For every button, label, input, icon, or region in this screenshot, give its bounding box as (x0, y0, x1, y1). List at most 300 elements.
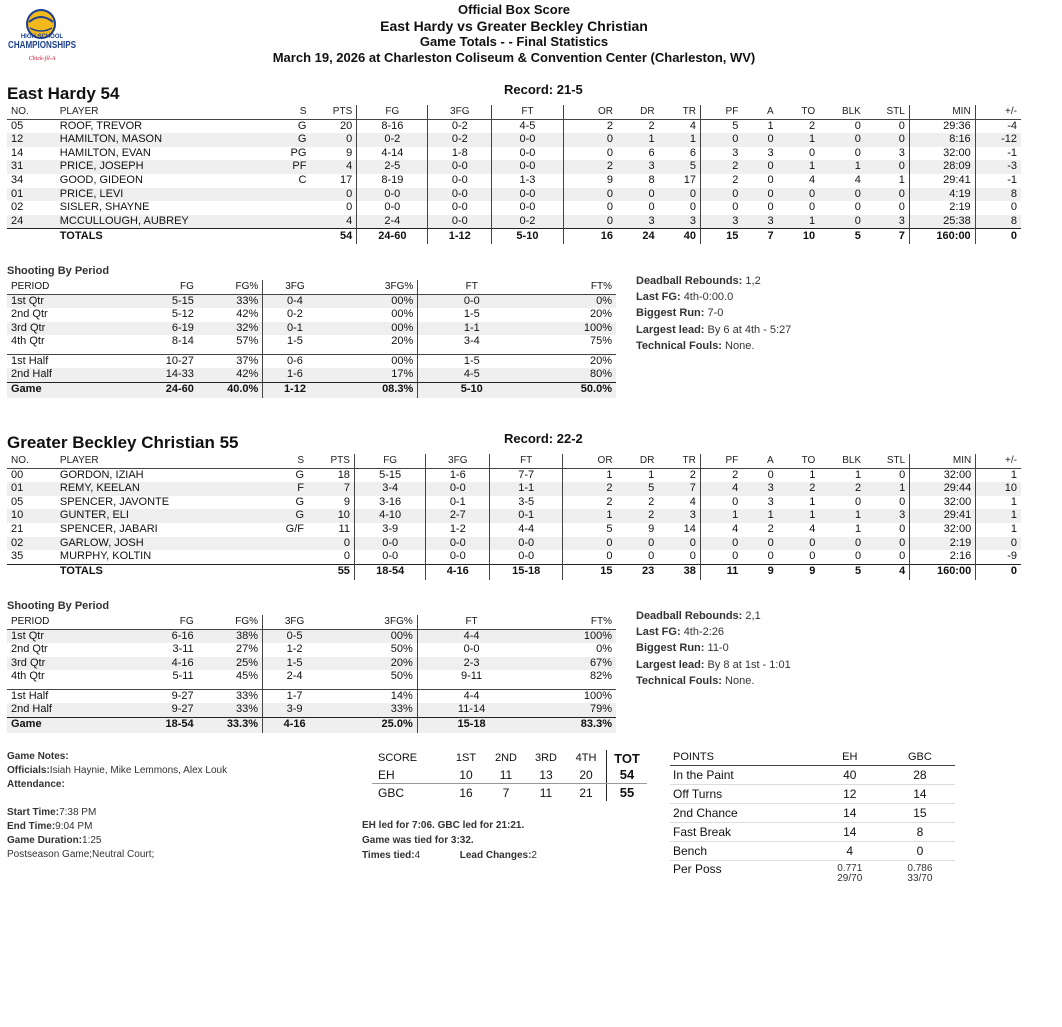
score-quarter: 21 (579, 785, 593, 800)
player-to: 1 (778, 509, 820, 523)
gbc-game-info (636, 608, 791, 689)
points-header: GBC (885, 749, 955, 766)
player-to: 1 (778, 160, 820, 174)
col-header-tr: TR (659, 105, 701, 119)
player-min: 29:41 (909, 174, 975, 188)
half-ftp: 100% (525, 689, 616, 703)
period-ftp: 100% (525, 629, 616, 643)
score-total: 54 (607, 766, 648, 784)
col-header-tr: TR (658, 454, 700, 468)
per-col-fg: FG (99, 615, 198, 629)
game-ft: 5-10 (418, 382, 526, 398)
gbc-record: Record: 22-2 (504, 431, 583, 446)
player-stl: 0 (865, 550, 910, 564)
totals-dr: 24 (617, 229, 659, 245)
player-pm: 1 (976, 509, 1021, 523)
col-header-stl: STL (865, 105, 909, 119)
totals-row (7, 229, 1021, 245)
player-pts: 9 (310, 147, 356, 161)
half-fgp: 37% (198, 354, 263, 368)
half-fg3p: 33% (326, 703, 417, 717)
game-fg3: 4-16 (263, 717, 327, 733)
player-min: 2:19 (909, 201, 975, 215)
player-stl: 0 (865, 537, 910, 551)
player-ft: 7-7 (490, 468, 563, 482)
totals-pm: 0 (976, 564, 1021, 580)
player-s (267, 215, 311, 229)
col-header-or: OR (563, 105, 617, 119)
per-col-fg3p: 3FG% (326, 615, 417, 629)
player-fg: 0-0 (357, 188, 428, 202)
totals-or: 16 (563, 229, 617, 245)
period-row (7, 308, 616, 322)
player-ft: 0-0 (492, 188, 564, 202)
eh-box-score-table (7, 105, 1021, 244)
info-label: Biggest Run: (636, 307, 705, 320)
score-quarter: 20 (566, 766, 607, 784)
report-title: Official Box Score (458, 2, 570, 17)
half-fgp: 42% (198, 368, 263, 382)
gbc-team-title: Greater Beckley Christian 55 (7, 433, 239, 452)
player-blk: 0 (854, 119, 861, 132)
points-header: EH (815, 749, 885, 766)
totals-to: 9 (778, 564, 820, 580)
player-pts: 0 (310, 133, 356, 147)
score-header: TOT (607, 750, 648, 766)
col-header-fg3: 3FG (426, 454, 490, 468)
player-ft: 0-1 (490, 509, 563, 523)
points-eh: 4 (815, 842, 885, 861)
player-dr: 6 (648, 146, 655, 159)
eh-game-info (636, 273, 791, 354)
player-to: 1 (778, 133, 820, 147)
half-row (7, 689, 616, 703)
period-ftp: 0% (525, 294, 616, 308)
score-header: SCORE (378, 752, 418, 764)
player-min: 29:36 (909, 119, 975, 133)
col-header-s: S (267, 105, 311, 119)
player-player: GOOD, GIDEON (59, 173, 143, 186)
player-a: 3 (767, 146, 774, 159)
period-ft: 2-3 (417, 657, 525, 671)
totals-stl: 4 (865, 564, 910, 580)
player-pf: 2 (732, 173, 739, 186)
report-header (0, 2, 1028, 66)
info-lead (636, 657, 791, 673)
col-header-ft: FT (490, 454, 563, 468)
half-row (7, 354, 616, 368)
svg-text:HIGH SCHOOL: HIGH SCHOOL (20, 34, 64, 40)
player-pm: 0 (976, 537, 1021, 551)
player-or: 0 (563, 215, 617, 229)
player-fg: 3-4 (354, 482, 425, 496)
period-ftp: 82% (589, 670, 612, 682)
half-fg3p: 14% (326, 689, 417, 703)
half-fgp: 33% (198, 703, 263, 717)
player-to: 0 (778, 188, 820, 202)
start-time: 7:38 PM (59, 807, 97, 818)
player-stl: 3 (865, 509, 910, 523)
player-or: 2 (563, 160, 617, 174)
player-dr: 8 (648, 173, 655, 186)
period-fg3p: 50% (326, 670, 417, 684)
score-quarter: 16 (459, 785, 473, 800)
half-fg3: 0-6 (263, 354, 327, 368)
player-min: 32:00 (910, 496, 976, 510)
col-header-pm: +/- (975, 105, 1021, 119)
player-ft: 0-0 (492, 147, 564, 161)
player-player: MURPHY, KOLTIN (59, 550, 152, 563)
player-no: 01 (7, 482, 56, 496)
player-no: 24 (7, 215, 56, 229)
game-duration: 1:25 (82, 835, 102, 846)
per-poss-value: 0.771 (837, 863, 863, 874)
player-a: 3 (742, 215, 777, 229)
player-a: 0 (767, 550, 774, 563)
points-gbc: 15 (885, 804, 955, 823)
info-label: Technical Fouls: (636, 674, 722, 687)
totals-or: 15 (563, 564, 617, 580)
player-tr: 5 (659, 160, 701, 174)
period-period: 2nd Qtr (11, 308, 48, 320)
player-a: 0 (767, 468, 774, 481)
game-fg3: 1-12 (263, 382, 327, 398)
player-or: 2 (606, 119, 613, 132)
col-header-fg: FG (357, 105, 428, 119)
totals-blk: 5 (819, 564, 865, 580)
player-a: 0 (742, 537, 777, 551)
period-row (7, 294, 616, 308)
player-a: 0 (742, 133, 777, 147)
game-fgp: 33.3% (198, 717, 263, 733)
points-label: Off Turns (670, 785, 815, 804)
half-ft: 4-4 (417, 689, 525, 703)
player-fg3: 0-2 (428, 119, 492, 133)
player-pm: 8 (975, 215, 1021, 229)
player-to: 1 (809, 495, 816, 508)
points-row (670, 804, 955, 823)
player-fg3: 0-0 (428, 160, 492, 174)
player-ft: 0-0 (492, 160, 564, 174)
player-pm: 1 (1010, 495, 1017, 508)
player-no: 34 (11, 173, 24, 186)
col-header-dr: DR (617, 454, 659, 468)
period-fg: 4-16 (99, 657, 198, 671)
player-fg3: 0-0 (426, 537, 490, 551)
points-gbc: 28 (885, 766, 955, 785)
player-dr: 5 (617, 482, 659, 496)
period-fg3p: 00% (326, 629, 417, 643)
player-s: G (267, 133, 311, 147)
totals-blk: 5 (819, 229, 865, 245)
player-no: 01 (7, 188, 56, 202)
points-header: POINTS (670, 749, 815, 766)
matchup-title: East Hardy vs Greater Beckley Christian (380, 18, 648, 34)
player-dr: 2 (617, 509, 659, 523)
player-s: G (295, 495, 305, 508)
game-lead-summary: EH led for 7:06. GBC led for 21:21. Game was tied for 3:32. Times tied:4 Lead Changes:2 (362, 820, 537, 861)
player-pf: 4 (700, 482, 742, 496)
per-col-fgp: FG% (198, 280, 263, 294)
player-fg: 8-16 (357, 119, 428, 133)
player-to: 4 (809, 173, 816, 186)
player-to: 0 (809, 146, 816, 159)
period-ftp: 67% (525, 657, 616, 671)
totals-player: TOTALS (56, 564, 264, 580)
period-row (7, 670, 616, 684)
player-fg3: 0-2 (428, 133, 492, 147)
info-value: 4th-2:26 (683, 626, 725, 639)
player-blk: 0 (819, 188, 865, 202)
eh-record: Record: 21-5 (504, 82, 583, 97)
period-fg3p: 20% (326, 657, 417, 671)
info-label: Deadball Rebounds: (636, 610, 743, 622)
gbc-box-score-table (7, 454, 1021, 580)
half-fg3: 1-6 (263, 368, 327, 382)
player-to: 2 (778, 482, 820, 496)
period-fgp: 57% (198, 335, 263, 349)
player-pf: 0 (701, 188, 743, 202)
per-poss-gbc (885, 861, 955, 888)
info-value: None. (725, 674, 755, 687)
player-blk: 0 (855, 495, 862, 508)
player-player: MCCULLOUGH, AUBREY (56, 215, 267, 229)
col-header-pm: +/- (976, 454, 1021, 468)
player-player: GARLOW, JOSH (56, 537, 264, 551)
period-fgp: 42% (198, 308, 263, 322)
period-fg3: 0-5 (263, 629, 327, 643)
period-fgp: 38% (198, 629, 263, 643)
player-dr: 2 (648, 119, 655, 132)
player-a: 3 (767, 495, 774, 508)
per-poss-eh (815, 861, 885, 888)
period-period: 4th Qtr (11, 335, 45, 347)
player-pm: -9 (1007, 550, 1017, 563)
player-tr: 14 (658, 523, 700, 537)
player-tr: 0 (658, 537, 700, 551)
player-to: 0 (809, 550, 816, 563)
col-header-a: A (742, 454, 777, 468)
half-row (7, 368, 616, 382)
period-fg3: 2-4 (286, 670, 303, 682)
player-row (7, 509, 1021, 523)
player-or: 1 (563, 509, 617, 523)
player-fg: 0-0 (354, 537, 425, 551)
score-quarter: 11 (539, 785, 553, 800)
player-no: 35 (11, 550, 24, 563)
totals-pf: 15 (701, 229, 743, 245)
player-pf: 3 (732, 146, 739, 159)
player-player: SPENCER, JAVONTE (59, 495, 170, 508)
points-row (670, 785, 955, 804)
player-row (7, 496, 1021, 510)
totals-a: 7 (742, 229, 777, 245)
player-a: 3 (742, 482, 777, 496)
player-stl: 0 (865, 523, 910, 537)
player-min: 32:00 (909, 147, 975, 161)
period-fg3p: 00% (327, 308, 418, 322)
half-fg: 9-27 (99, 689, 198, 703)
col-header-pf: PF (700, 454, 742, 468)
player-no: 14 (11, 146, 24, 159)
player-fg: 4-14 (357, 147, 428, 161)
player-blk: 1 (819, 160, 865, 174)
player-s: PG (290, 146, 307, 159)
player-pts: 18 (308, 468, 354, 482)
period-period: 3rd Qtr (7, 322, 99, 336)
points-eh: 40 (815, 766, 885, 785)
player-dr: 0 (648, 550, 655, 563)
per-poss-row (670, 861, 955, 888)
player-s: F (264, 482, 308, 496)
player-fg: 8-19 (357, 174, 428, 188)
player-dr: 0 (617, 188, 659, 202)
player-stl: 0 (865, 496, 910, 510)
totals-s (264, 564, 308, 580)
player-pm: -1 (1007, 146, 1017, 159)
player-fg: 3-9 (354, 523, 425, 537)
report-subtitle: Game Totals - - Final Statistics (419, 34, 609, 49)
period-fg: 5-12 (171, 308, 194, 320)
player-pf: 1 (700, 509, 742, 523)
info-value: 11-0 (707, 642, 729, 655)
game-fg3p: 08.3% (327, 382, 418, 398)
player-fg3: 0-0 (428, 201, 492, 215)
player-blk: 0 (819, 133, 865, 147)
player-tr: 0 (659, 188, 701, 202)
player-a: 1 (767, 119, 774, 132)
period-fg: 8-14 (171, 335, 194, 347)
info-deadball (636, 273, 791, 289)
player-row (7, 119, 1021, 133)
score-team: EH (372, 766, 446, 784)
totals-no (7, 229, 56, 245)
totals-min: 160:00 (910, 564, 976, 580)
player-row (7, 468, 1021, 482)
player-to: 1 (809, 468, 816, 481)
period-ft: 0-0 (463, 643, 480, 655)
player-s (264, 550, 308, 564)
player-ft: 1-3 (492, 174, 564, 188)
player-s: G/F (285, 522, 305, 535)
col-header-pts: PTS (308, 454, 354, 468)
half-fgp: 33% (198, 689, 263, 703)
player-row (7, 160, 1021, 174)
game-misc: Postseason Game;Neutral Court; (7, 849, 155, 860)
period-period: 3rd Qtr (7, 657, 99, 671)
gbc-shooting-table (7, 615, 616, 733)
period-fg3: 1-2 (286, 643, 303, 655)
period-fg3p: 00% (327, 294, 418, 308)
player-or: 0 (606, 201, 613, 214)
player-to: 1 (778, 215, 820, 229)
player-fg3: 0-1 (426, 496, 490, 510)
totals-fg3: 1-12 (428, 229, 492, 245)
per-poss-value: 0.786 (907, 863, 933, 874)
col-header-to: TO (778, 454, 820, 468)
player-ft: 0-0 (492, 201, 564, 215)
totals-tr: 38 (658, 564, 700, 580)
info-deadball (636, 608, 791, 624)
info-label: Deadball Rebounds: (636, 275, 743, 287)
per-col-ft: FT (418, 280, 526, 294)
end-time: 9:04 PM (55, 821, 93, 832)
player-fg: 3-16 (354, 496, 425, 510)
player-tr: 4 (658, 496, 700, 510)
totals-pts: 54 (310, 229, 356, 245)
eh-shooting-heading: Shooting By Period (7, 265, 110, 277)
player-blk: 0 (819, 215, 865, 229)
player-stl: 3 (865, 215, 909, 229)
player-no: 02 (7, 537, 56, 551)
period-fg3p: 20% (327, 335, 418, 349)
officials: Isiah Haynie, Mike Lemmons, Alex Louk (49, 765, 228, 776)
player-row (7, 550, 1021, 564)
player-pts: 7 (308, 482, 354, 496)
half-period: 2nd Half (7, 703, 99, 717)
col-header-player: PLAYER (56, 454, 264, 468)
col-header-ft: FT (492, 105, 564, 119)
player-blk: 0 (855, 550, 862, 563)
score-row (372, 784, 647, 802)
player-stl: 0 (865, 119, 909, 133)
col-header-blk: BLK (819, 105, 865, 119)
player-min: 32:00 (910, 523, 976, 537)
player-pm: 0 (1010, 201, 1017, 214)
totals-pf: 11 (700, 564, 742, 580)
totals-stl: 7 (865, 229, 909, 245)
player-stl: 0 (865, 160, 909, 174)
half-fg3: 3-9 (263, 703, 327, 717)
period-fg3: 1-5 (287, 335, 303, 347)
player-or: 0 (563, 537, 617, 551)
player-player: GORDON, IZIAH (59, 468, 144, 481)
player-dr: 0 (617, 537, 659, 551)
points-gbc: 8 (885, 823, 955, 842)
period-ft: 3-4 (463, 335, 480, 347)
player-blk: 2 (819, 482, 865, 496)
player-fg3: 1-8 (428, 147, 492, 161)
period-fgp: 25% (198, 657, 263, 671)
player-or: 0 (606, 146, 613, 159)
player-row (7, 174, 1021, 188)
player-pm: -1 (1007, 173, 1017, 186)
points-row (670, 823, 955, 842)
half-fg3p: 17% (327, 368, 418, 382)
player-tr: 6 (659, 147, 701, 161)
period-fg: 5-15 (99, 294, 198, 308)
half-ft: 1-5 (418, 354, 526, 368)
score-quarter: 13 (526, 766, 566, 784)
half-ft: 11-14 (417, 703, 525, 717)
player-blk: 4 (854, 173, 861, 186)
period-fg: 3-11 (172, 643, 194, 655)
points-label: Fast Break (670, 823, 815, 842)
player-stl: 0 (865, 133, 909, 147)
player-pm: 10 (976, 482, 1021, 496)
player-row (7, 188, 1021, 202)
period-ft: 0-0 (418, 294, 526, 308)
player-a: 0 (742, 188, 777, 202)
player-tr: 3 (658, 509, 700, 523)
info-bigrun (636, 640, 791, 656)
player-ft: 3-5 (490, 496, 563, 510)
player-fg3: 2-7 (426, 509, 490, 523)
totals-to: 10 (778, 229, 820, 245)
player-fg3: 1-6 (426, 468, 490, 482)
player-dr: 3 (617, 215, 659, 229)
period-ft: 9-11 (460, 670, 483, 682)
